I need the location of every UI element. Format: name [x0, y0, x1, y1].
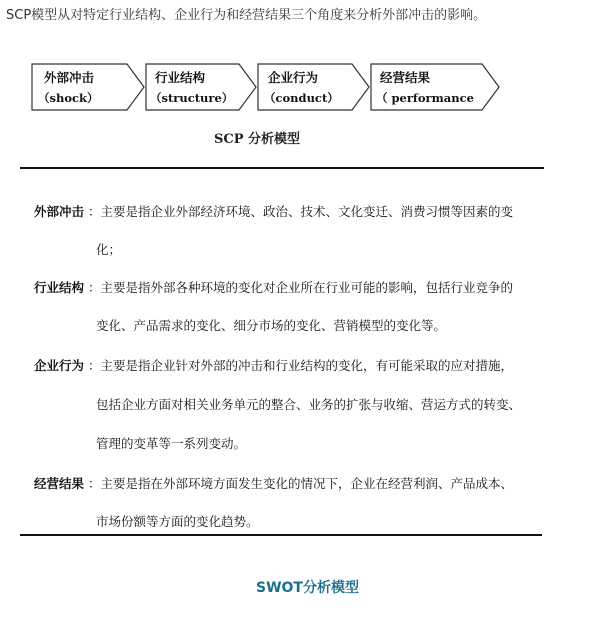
scp-model-figure [14, 42, 574, 542]
model-title: SCP 分析模型 [214, 132, 301, 147]
intro-paragraph: SCP模型从对特定行业结构、企业行为和经营结果三个角度来分析外部冲击的影响。 [6, 8, 487, 23]
entry-text: ：主要是指企业外部经济环境、政治、技术、文化变迁、消费习惯等因素的变 [88, 204, 514, 219]
section-caption: SWOT分析模型 [256, 580, 359, 596]
entry-text: 包括企业方面对相关业务单元的整合、业务的扩张与收缩、营运方式的转变、 [96, 397, 522, 412]
flow-arrow-1 [32, 64, 144, 110]
flow-arrow-3-cn: 企业行为 [268, 70, 319, 85]
flow-arrow-2-cn: 行业结构 [155, 70, 206, 85]
entry-term: 企业行为 [34, 358, 85, 373]
flow-arrow-1-en: （shock） [38, 91, 99, 105]
entry-text: 管理的变革等一系列变动。 [96, 436, 247, 451]
scp-flow-diagram [14, 42, 534, 117]
entry-text: 化； [96, 242, 122, 257]
entry-text: ：主要是指外部各种环境的变化对企业所在行业可能的影响，包括行业竞争的 [88, 280, 514, 295]
top-rule [20, 167, 544, 169]
flow-arrow-4-en: （ performance [376, 91, 474, 105]
entry-term: 经营结果 [34, 476, 85, 491]
flow-arrow-4-cn: 经营结果 [380, 70, 431, 85]
flow-arrow-4 [371, 64, 499, 110]
entry-term: 外部冲击 [34, 204, 85, 219]
bottom-rule [20, 534, 542, 536]
flow-arrow-2-en: （structure） [150, 91, 234, 105]
flow-arrow-1-cn: 外部冲击 [44, 70, 95, 85]
flow-arrow-3-en: （conduct） [264, 91, 339, 105]
entry-text: ：主要是指企业针对外部的冲击和行业结构的变化，有可能采取的应对措施， [88, 358, 514, 373]
flow-arrow-2 [146, 64, 256, 110]
entry-text: ：主要是指在外部环境方面发生变化的情况下，企业在经营利润、产品成本、 [88, 476, 514, 491]
entry-text: 市场份额等方面的变化趋势。 [96, 514, 259, 529]
entry-text: 变化、产品需求的变化、细分市场的变化、营销模型的变化等。 [96, 318, 447, 333]
flow-arrow-3 [258, 64, 369, 110]
entry-term: 行业结构 [34, 280, 85, 295]
